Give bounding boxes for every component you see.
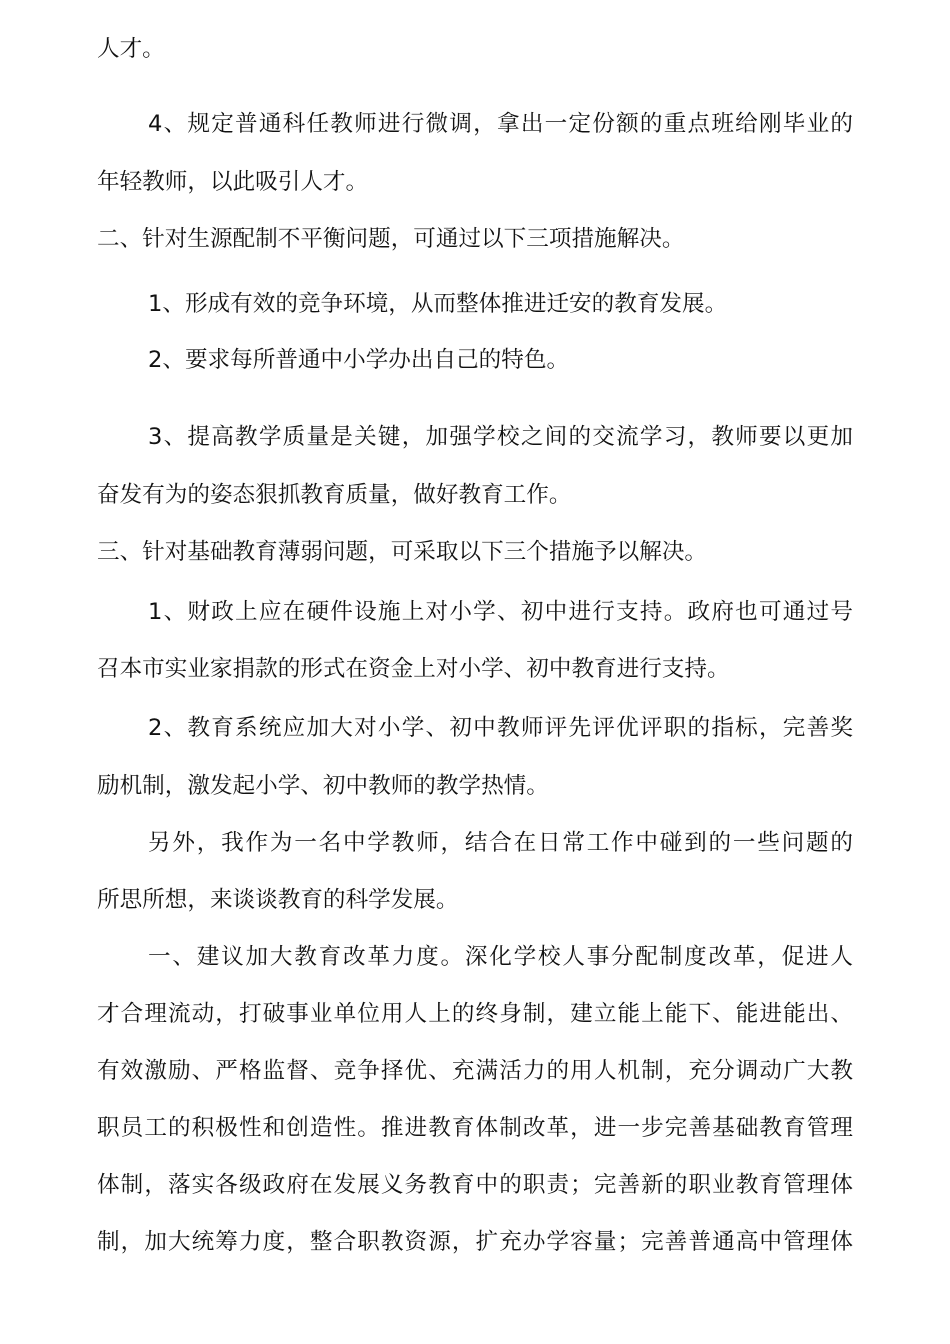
text-line: 召本市实业家捐款的形式在资金上对小学、初中教育进行支持。 <box>97 656 730 682</box>
section-heading: 三、针对基础教育薄弱问题，可采取以下三个措施予以解决。 <box>97 539 708 565</box>
text-line: 4、规定普通科任教师进行微调，拿出一定份额的重点班给刚毕业的 <box>148 111 853 137</box>
text-line: 1、财政上应在硬件设施上对小学、初中进行支持。政府也可通过号 <box>148 599 853 625</box>
text-line: 一、建议加大教育改革力度。深化学校人事分配制度改革，促进人 <box>148 944 853 970</box>
text-line: 所思所想，来谈谈教育的科学发展。 <box>97 887 459 913</box>
text-line: 人才。 <box>97 36 165 62</box>
text-line: 励机制，激发起小学、初中教师的教学热情。 <box>97 773 549 799</box>
text-line: 3、提高教学质量是关键，加强学校之间的交流学习，教师要以更加 <box>148 424 853 450</box>
text-line: 体制，落实各级政府在发展义务教育中的职责；完善新的职业教育管理体 <box>97 1172 853 1198</box>
text-line: 年轻教师，以此吸引人才。 <box>97 169 369 195</box>
text-line: 才合理流动，打破事业单位用人上的终身制，建立能上能下、能进能出、 <box>97 1001 853 1027</box>
text-line: 制，加大统筹力度，整合职教资源，扩充办学容量；完善普通高中管理体 <box>97 1229 853 1255</box>
text-line: 职员工的积极性和创造性。推进教育体制改革，进一步完善基础教育管理 <box>97 1115 853 1141</box>
text-line: 奋发有为的姿态狠抓教育质量，做好教育工作。 <box>97 482 572 508</box>
text-line: 有效激励、严格监督、竞争择优、充满活力的用人机制，充分调动广大教 <box>97 1058 853 1084</box>
section-heading: 二、针对生源配制不平衡问题，可通过以下三项措施解决。 <box>97 226 685 252</box>
text-line: 另外，我作为一名中学教师，结合在日常工作中碰到的一些问题的 <box>148 830 853 856</box>
text-line: 1、形成有效的竞争环境，从而整体推进迁安的教育发展。 <box>148 291 728 317</box>
text-line: 2、要求每所普通中小学办出自己的特色。 <box>148 347 570 373</box>
text-line: 2、教育系统应加大对小学、初中教师评先评优评职的指标，完善奖 <box>148 715 853 741</box>
